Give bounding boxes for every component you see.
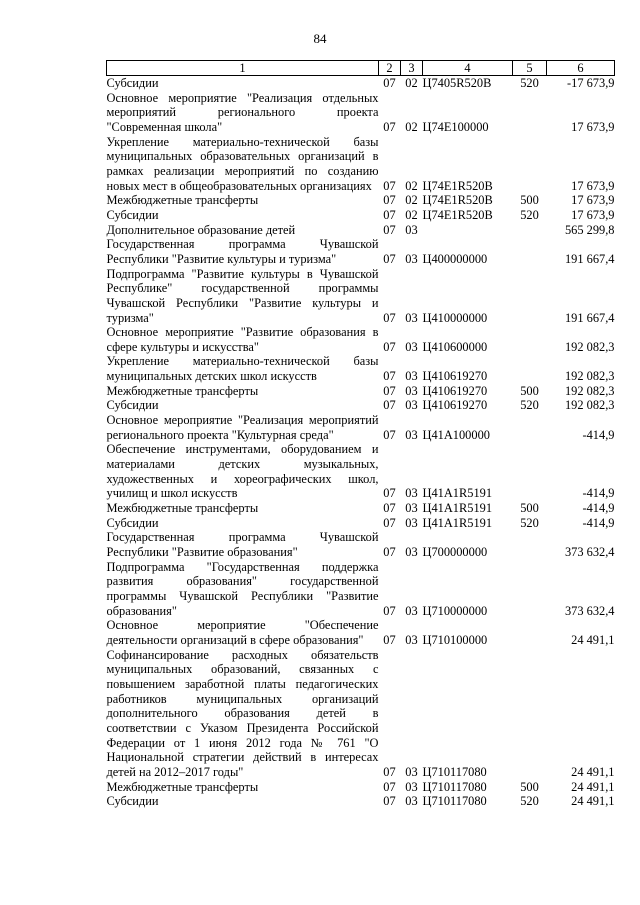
row-section: 07: [383, 764, 396, 779]
row-target-code: Ц41А100000: [422, 427, 490, 442]
row-section: 07: [383, 222, 396, 237]
row-section: 07: [383, 207, 396, 222]
row-section: 07: [383, 383, 396, 398]
row-expense-type: 520: [520, 76, 539, 90]
row-subsection: 02: [405, 193, 418, 208]
row-section: 07: [383, 603, 396, 618]
row-expense-type: [513, 223, 547, 238]
row-amount: 24 491,1: [571, 779, 615, 794]
row-name: Государственная программа Чувашской Республики "Развитие образования": [106, 530, 379, 559]
row-expense-type: [513, 648, 547, 780]
row-target-code: Ц400000000: [422, 251, 488, 266]
col-header-rz: 2: [379, 61, 401, 76]
table-row: [107, 208, 615, 223]
table-header: [107, 61, 615, 76]
row-name: Подпрограмма "Развитие культуры в Чувашской Республике" государственной программы Чувашской Республики "Развитие культуры и туризма": [106, 266, 379, 325]
row-name: Софинансирование расходных обязательств муниципальных образований, связанных с повышением заработной платы педагогических работников муниципальных организаций дополнительного образования детей в соответствии с Указом Президента Российской Федерации от 1 июня 2012 года № 761 "О Национальной стратегии действий в интересах детей на 2012–2017 годы": [106, 647, 379, 779]
row-subsection: 03: [405, 222, 418, 237]
row-section: 07: [383, 545, 396, 559]
row-expense-type: 520: [520, 794, 539, 809]
row-name: Подпрограмма "Государственная поддержка развития образования" государственной программы Чувашской Республики "Развитие образования": [106, 559, 379, 618]
row-expense-type: [513, 91, 547, 135]
table-row: [107, 91, 615, 135]
row-expense-type: 520: [520, 398, 539, 413]
row-section: 07: [383, 486, 396, 501]
row-target-code: Ц74Е1R520B: [422, 193, 493, 208]
row-subsection: 03: [405, 632, 418, 647]
row-name: Межбюджетные трансферты: [106, 501, 259, 516]
table-row: [107, 193, 615, 208]
row-subsection: 02: [405, 76, 418, 90]
row-name: Субсидии: [106, 794, 159, 809]
table-row: [107, 398, 615, 413]
col-header-vr: 5: [513, 61, 547, 76]
row-subsection: 03: [405, 603, 418, 618]
row-name: Субсидии: [106, 515, 159, 530]
table-row: [107, 442, 615, 501]
row-section: 07: [383, 251, 396, 266]
row-amount: 24 491,1: [571, 794, 615, 809]
row-expense-type: 520: [520, 515, 539, 530]
row-subsection: 03: [405, 794, 418, 809]
row-name: Основное мероприятие "Реализация мероприятий регионального проекта "Культурная среда": [106, 413, 379, 442]
row-amount: 17 673,9: [571, 119, 615, 134]
row-expense-type: [513, 354, 547, 383]
row-subsection: 02: [405, 178, 418, 193]
row-subsection: 03: [405, 545, 418, 559]
row-name: Основное мероприятие "Развитие образования в сфере культуры и искусства": [106, 325, 379, 354]
row-section: 07: [383, 178, 396, 193]
table-body: [107, 76, 615, 809]
header-row: [107, 61, 615, 76]
row-target-code: Ц710100000: [422, 632, 488, 647]
page-number: 84: [313, 31, 327, 46]
table-row: [107, 618, 615, 647]
row-subsection: 03: [405, 310, 418, 325]
row-amount: 373 632,4: [564, 603, 615, 618]
row-amount: 17 673,9: [571, 193, 615, 208]
row-expense-type: [513, 442, 547, 501]
row-amount: 17 673,9: [571, 178, 615, 193]
row-subsection: 02: [405, 119, 418, 134]
row-amount: -414,9: [582, 427, 615, 442]
row-target-code: Ц74Е1R520B: [422, 207, 493, 222]
col-header-name: 1: [107, 61, 379, 76]
row-expense-type: 500: [520, 501, 539, 516]
row-target-code: Ц7405R520B: [422, 76, 492, 90]
row-amount: 192 082,3: [564, 369, 615, 384]
row-target-code: Ц410000000: [422, 310, 488, 325]
row-section: 07: [383, 427, 396, 442]
row-target-code: Ц74Е100000: [422, 119, 489, 134]
row-target-code: Ц710000000: [422, 603, 488, 618]
row-expense-type: [513, 618, 547, 647]
table-row: [107, 354, 615, 383]
table-row: [107, 267, 615, 326]
row-target-code: Ц41А1R5191: [422, 486, 493, 501]
row-name: Государственная программа Чувашской Республики "Развитие культуры и туризма": [106, 237, 379, 266]
row-amount: 192 082,3: [564, 339, 615, 354]
row-section: 07: [383, 193, 396, 208]
col-header-csr: 4: [423, 61, 513, 76]
row-subsection: 03: [405, 501, 418, 516]
row-subsection: 03: [405, 779, 418, 794]
row-amount: 24 491,1: [571, 764, 615, 779]
row-amount: -414,9: [582, 515, 615, 530]
row-section: 07: [383, 398, 396, 413]
row-subsection: 03: [405, 339, 418, 354]
row-section: 07: [383, 779, 396, 794]
row-subsection: 03: [405, 383, 418, 398]
row-target-code: Ц410619270: [422, 398, 488, 413]
row-amount: 192 082,3: [564, 383, 615, 398]
table-row: [107, 501, 615, 516]
budget-table: [106, 60, 615, 809]
row-target-code: Ц410600000: [422, 339, 488, 354]
table-row: [107, 780, 615, 795]
row-subsection: 03: [405, 251, 418, 266]
row-section: 07: [383, 369, 396, 384]
row-subsection: 03: [405, 398, 418, 413]
row-expense-type: [513, 560, 547, 619]
row-section: 07: [383, 794, 396, 809]
row-target-code: Ц41А1R5191: [422, 515, 493, 530]
row-expense-type: 500: [520, 779, 539, 794]
table-row: [107, 648, 615, 780]
row-expense-type: 520: [520, 207, 539, 222]
row-amount: -414,9: [582, 501, 615, 516]
row-amount: 565 299,8: [564, 222, 615, 237]
row-target-code: Ц41А1R5191: [422, 501, 493, 516]
row-target-code: Ц410619270: [422, 369, 488, 384]
row-subsection: 03: [405, 427, 418, 442]
row-section: 07: [383, 310, 396, 325]
row-amount: 24 491,1: [571, 632, 615, 647]
row-subsection: 03: [405, 764, 418, 779]
row-section: 07: [383, 119, 396, 134]
row-expense-type: [513, 325, 547, 354]
row-target-code: Ц410619270: [422, 383, 488, 398]
row-target-code: Ц700000000: [422, 545, 488, 559]
table-row: [107, 413, 615, 442]
row-expense-type: [513, 135, 547, 194]
row-expense-type: [513, 530, 547, 559]
table-row: [107, 530, 615, 559]
row-section: 07: [383, 76, 396, 90]
row-amount: 373 632,4: [564, 545, 615, 559]
row-name: Основное мероприятие "Обеспечение деятельности организаций в сфере образования": [106, 618, 379, 647]
row-section: 07: [383, 515, 396, 530]
table-row: [107, 223, 615, 238]
table-row: [107, 794, 615, 809]
row-name: Обеспечение инструментами, оборудованием и материалами детских музыкальных, художественных и хореографических школ, училищ и школ искусств: [106, 442, 379, 501]
row-subsection: 03: [405, 486, 418, 501]
row-amount: -414,9: [582, 486, 615, 501]
row-expense-type: 500: [520, 193, 539, 208]
row-subsection: 03: [405, 369, 418, 384]
row-name: Межбюджетные трансферты: [106, 193, 259, 208]
col-header-pr: 3: [401, 61, 423, 76]
row-target-code: Ц710117080: [422, 794, 487, 809]
row-name: Межбюджетные трансферты: [106, 383, 259, 398]
row-target-code: [423, 223, 513, 238]
row-section: 07: [383, 501, 396, 516]
row-name: Субсидии: [106, 76, 159, 90]
row-name: Основное мероприятие "Реализация отдельных мероприятий регионального проекта "Современная школа": [106, 90, 379, 134]
table-row: [107, 237, 615, 266]
row-name: Укрепление материально-технической базы муниципальных образовательных организаций в рамках реализации мероприятий по созданию новых мест в общеобразовательных организациях: [106, 134, 379, 193]
row-amount: 191 667,4: [564, 310, 615, 325]
table-row: [107, 384, 615, 399]
row-subsection: 03: [405, 515, 418, 530]
row-expense-type: [513, 237, 547, 266]
row-section: 07: [383, 339, 396, 354]
row-expense-type: [513, 267, 547, 326]
row-amount: 191 667,4: [564, 251, 615, 266]
table-row: [107, 135, 615, 194]
row-amount: 17 673,9: [571, 207, 615, 222]
row-name: Дополнительное образование детей: [106, 222, 296, 237]
col-header-sum: 6: [547, 61, 615, 76]
row-name: Укрепление материально-технической базы муниципальных детских школ искусств: [106, 354, 379, 384]
row-subsection: 02: [405, 207, 418, 222]
row-section: 07: [383, 632, 396, 647]
row-expense-type: [513, 413, 547, 442]
row-amount: -17 673,9: [567, 76, 615, 90]
row-name: Субсидии: [106, 207, 159, 222]
row-amount: 192 082,3: [564, 398, 615, 413]
row-expense-type: 500: [520, 383, 539, 398]
row-name: Межбюджетные трансферты: [106, 779, 259, 794]
table-row: [107, 325, 615, 354]
table-row: [107, 76, 615, 91]
row-target-code: Ц710117080: [422, 779, 487, 794]
row-target-code: Ц710117080: [422, 764, 487, 779]
row-name: Субсидии: [106, 398, 159, 413]
row-target-code: Ц74Е1R520B: [422, 178, 493, 193]
table-row: [107, 560, 615, 619]
table-row: [107, 516, 615, 531]
